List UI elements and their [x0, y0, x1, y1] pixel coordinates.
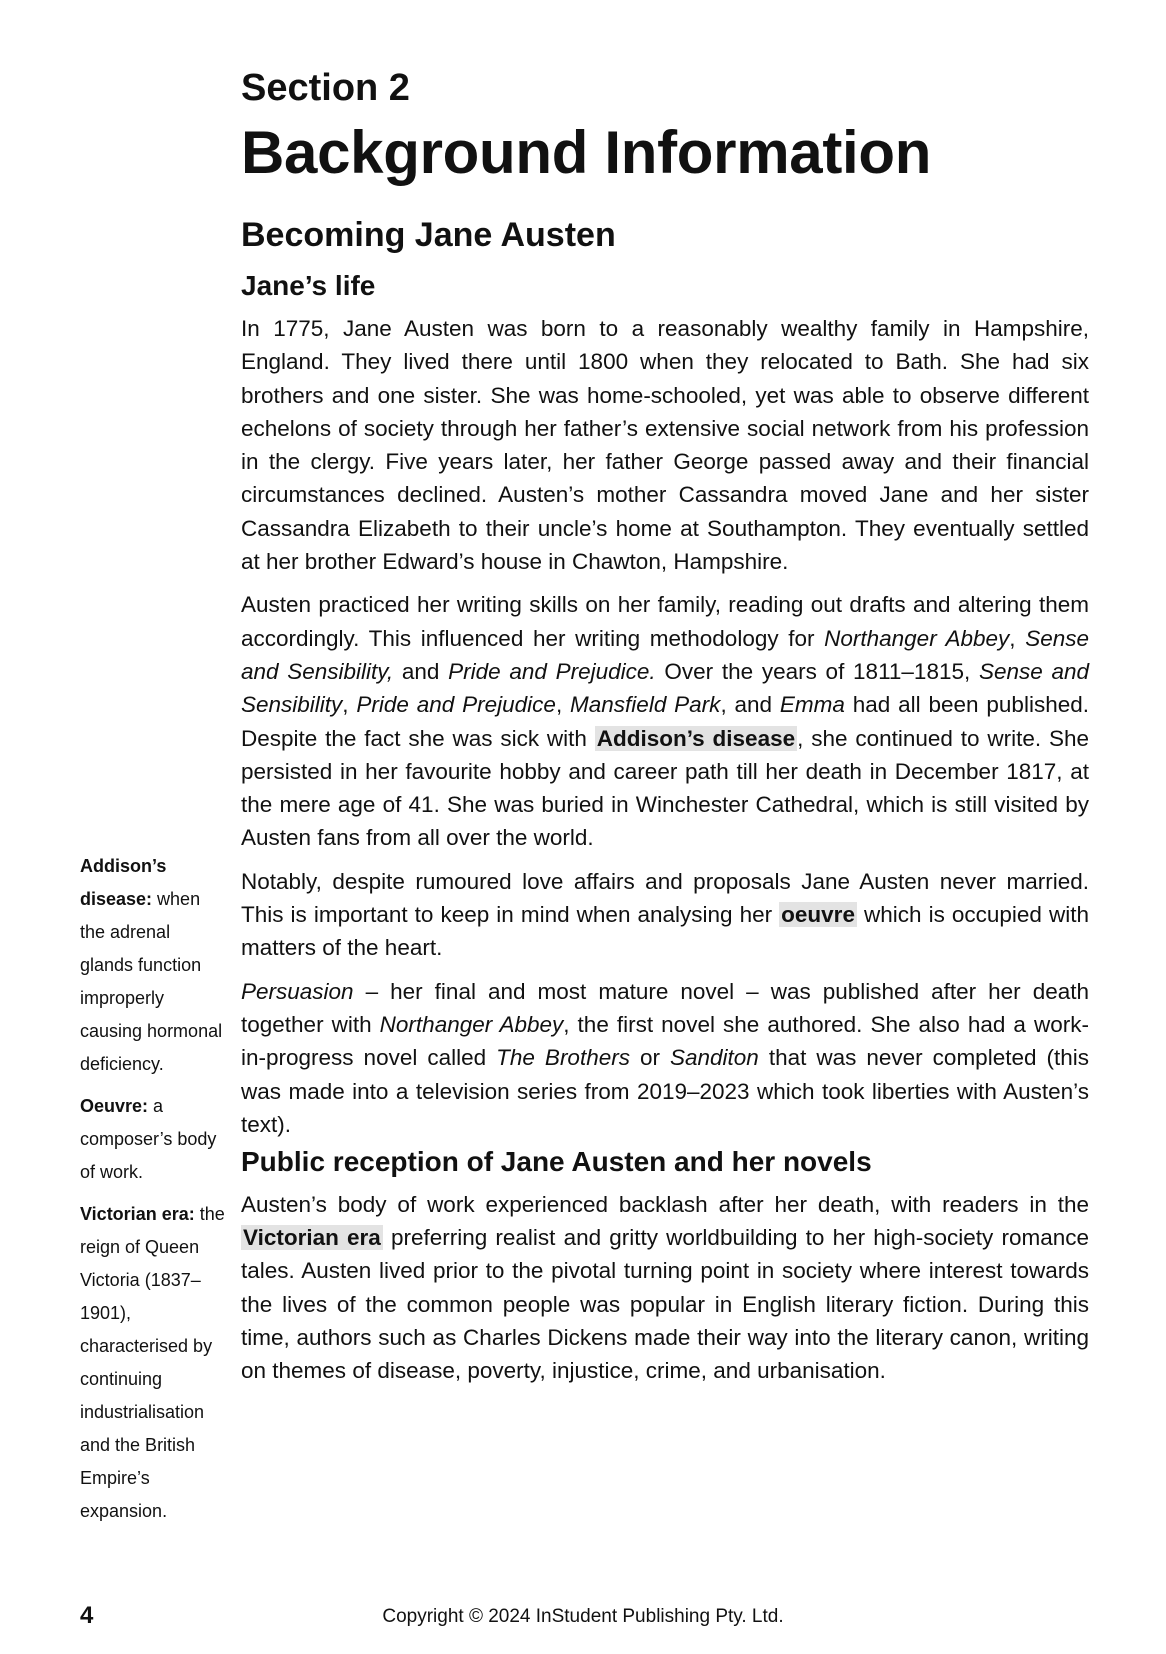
text: and — [393, 658, 449, 684]
text: , — [1009, 625, 1026, 651]
glossary-term-highlight: Addison’s disease — [596, 725, 796, 751]
glossary-sidebar — [80, 850, 226, 1537]
text: preferring realist and gritty worldbuilding to her high-society romance tales. Austen lived prior to the pivotal turning point in society where interest towards the lives of the common people was popular in English literary fiction. During this time, authors such as Charles Dickens made their way into the literary canon, writing on themes of disease, poverty, injustice, crime, and urbanisation. — [241, 1225, 1089, 1384]
text: Austen’s body of work experienced backlash after her death, with readers in the — [241, 1191, 1089, 1217]
heading-becoming-jane-austen: Becoming Jane Austen — [241, 215, 616, 254]
paragraph-life: In 1775, Jane Austen was born to a reasonably wealthy family in Hampshire, England. They lived there until 1800 when they relocated to Bath. She had six brothers and one sister. She was home-schooled, yet was able to observe different echelons of society through her father’s extensive social network from his profession in the clergy. Five years later, her father George passed away and their financial circumstances declined. Austen’s mother Cassandra moved Jane and her sister Cassandra Elizabeth to their uncle’s home at Southampton. They eventually settled at her brother Edward’s house in Chawton, Hampshire. — [241, 315, 1089, 575]
glossary-entry-oeuvre — [80, 1090, 226, 1189]
text: Over the years of 1811–1815, — [655, 658, 979, 684]
book-title: Northanger Abbey — [379, 1011, 564, 1037]
glossary-entry-victorian-era — [80, 1198, 226, 1528]
glossary-term: Oeuvre: — [80, 1096, 149, 1116]
glossary-entry-addisons-disease — [80, 850, 226, 1081]
paragraph-marriage — [241, 865, 1089, 965]
paragraph-reception — [241, 1188, 1089, 1388]
book-title: Emma — [779, 692, 845, 718]
glossary-term: Addison’s disease: — [80, 856, 167, 909]
paragraph-writing — [241, 588, 1089, 854]
book-title: Pride and Prejudice — [356, 692, 556, 718]
page-number: 4 — [80, 1602, 94, 1629]
glossary-definition: a composer’s body of work. — [80, 1096, 217, 1182]
text: , — [342, 692, 357, 718]
section-label: Section 2 — [241, 67, 410, 109]
book-title: Pride and Prejudice. — [448, 658, 656, 684]
book-title: Sense and Sensibility, — [241, 625, 1089, 684]
text: Notably, despite rumoured love affairs and proposals Jane Austen never married. This is important to keep in mind when analysing her — [241, 868, 1089, 928]
glossary-term-highlight: oeuvre — [781, 902, 855, 928]
heading-public-reception: Public reception of Jane Austen and her novels — [241, 1146, 872, 1178]
main-content — [241, 66, 1089, 1387]
glossary-definition: when the adrenal glands function improperly causing hormonal deficiency. — [80, 889, 223, 1074]
book-title: Northanger Abbey — [824, 625, 1010, 651]
text: or — [629, 1045, 670, 1071]
text: had all been published. Despite the fact she was sick with — [241, 692, 1089, 751]
glossary-definition: the reign of Queen Victoria (1837–1901), characterised by continuing industrialisation and the British Empire’s expansion. — [80, 1204, 225, 1521]
text: – her final and most mature novel – was published after her death together with — [241, 978, 1089, 1037]
paragraph-persuasion — [241, 975, 1089, 1141]
text: , — [555, 692, 571, 718]
page-title: Background Information — [241, 118, 932, 186]
book-title: Persuasion — [241, 978, 354, 1004]
text: Austen practiced her writing skills on her family, reading out drafts and altering them accordingly. This influenced her writing methodology for — [241, 592, 1089, 651]
text: , the first novel she authored. She also had a work-in-progress novel called — [241, 1011, 1089, 1071]
book-title: Mansfield Park — [570, 692, 721, 718]
glossary-term-highlight: Victorian era — [243, 1225, 381, 1250]
book-title: Sanditon — [670, 1045, 759, 1071]
heading-janes-life: Jane’s life — [241, 270, 376, 302]
text: that was never completed (this was made into a television series from 2019–2023 which took liberties with Austen’s text). — [241, 1045, 1090, 1137]
glossary-term: Victorian era: — [80, 1204, 195, 1224]
text: , and — [720, 692, 780, 718]
copyright-notice: Copyright © 2024 InStudent Publishing Pty. Ltd. — [382, 1606, 784, 1627]
book-title: The Brothers — [496, 1045, 630, 1071]
text: , she continued to write. She persisted in her favourite hobby and career path till her death in December 1817, at the mere age of 41. She was buried in Winchester Cathedral, which is still visited by Austen fans from all over the world. — [241, 725, 1089, 851]
text: which is occupied with matters of the heart. — [241, 902, 1089, 961]
book-title: Sense and Sensibility — [241, 658, 1090, 718]
